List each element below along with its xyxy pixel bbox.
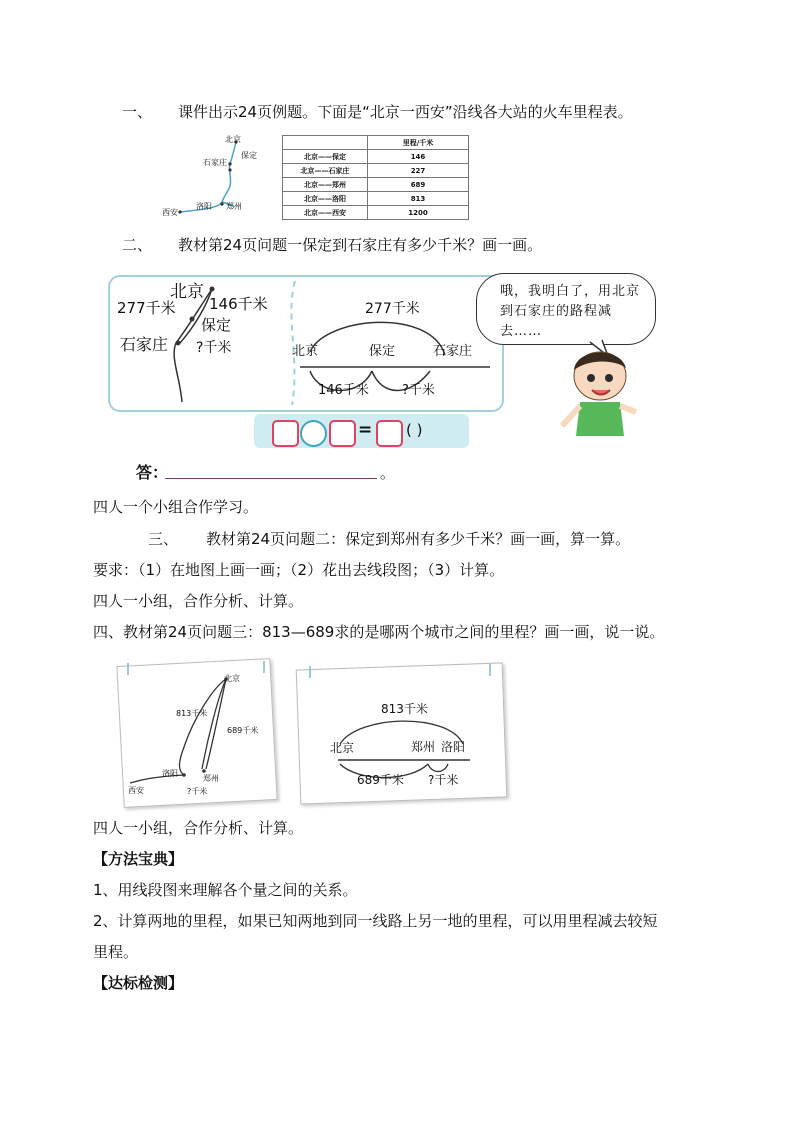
unit-parentheses: ( ) [406, 421, 423, 439]
table-header-empty [283, 136, 368, 150]
panel-dot-baoding [190, 317, 195, 322]
boy-illustration [560, 342, 640, 440]
answer-line[interactable] [165, 478, 377, 479]
table-cell-route: 北京——洛阳 [283, 192, 368, 206]
equals-sign: = [358, 420, 373, 440]
paper2-q: ?千米 [428, 773, 459, 787]
paper1-xian: 西安 [128, 786, 144, 795]
section-3-text: 教材第24页问题二：保定到郑州有多少千米？画一画，算一算。 [206, 530, 631, 548]
panel-dot-beijing [210, 287, 215, 292]
method-title: 【方法宝典】 [93, 850, 184, 868]
table-cell-route: 北京——郑州 [283, 178, 368, 192]
equation-box-result[interactable] [376, 420, 403, 447]
segment-label-baoding: 保定 [369, 344, 396, 359]
map1-xian: 西安 [162, 208, 178, 217]
table-row [283, 192, 469, 206]
section-1-number: 一、 [122, 103, 153, 121]
table-header-km: 里程/千米 [368, 136, 469, 150]
station-dot-shijiazhuang [228, 168, 231, 171]
map1-zhengzhou: 郑州 [226, 202, 242, 211]
equation-operator-circle[interactable] [300, 420, 327, 447]
segment-label-146: 146千米 [318, 383, 369, 398]
section-2-text: 教材第24页问题一保定到石家庄有多少千米？画一画。 [178, 236, 543, 254]
paper2-689: 689千米 [357, 773, 404, 787]
segment-label-shijiazhuang: 石家庄 [433, 344, 473, 359]
table-cell-km: 146 [368, 150, 469, 164]
panel-dot-shijiazhuang [176, 341, 181, 346]
equation-box-2[interactable] [329, 420, 356, 447]
method-item-2-line-1: 2、计算两地的里程，如果已知两地到同一线路上另一地的里程，可以用里程减去较短 [93, 912, 658, 930]
panel-map-beijing: 北京 [170, 282, 204, 302]
paper2-beijing: 北京 [330, 741, 355, 755]
panel-map-146: 146千米 [209, 295, 268, 313]
station-dot-xian [178, 210, 181, 213]
paper2-zhengzhou: 郑州 [411, 740, 436, 754]
segment-label-q: ?千米 [402, 383, 435, 398]
test-title: 【达标检测】 [93, 974, 184, 992]
map1-baoding: 保定 [241, 151, 257, 160]
method-item-1: 1、用线段图来理解各个量之间的关系。 [93, 881, 358, 899]
paper1-813: 813千米 [176, 709, 208, 718]
answer-end: 。 [380, 464, 396, 482]
table-row [283, 150, 469, 164]
method-item-2-line-2: 里程。 [93, 943, 139, 961]
panel-map-q: ?千米 [196, 340, 232, 356]
table-row [283, 206, 469, 220]
section-2-number: 二、 [122, 236, 153, 254]
paper1-luoyang: 洛阳 [162, 769, 178, 778]
table-cell-km: 1200 [368, 206, 469, 220]
table-cell-km: 813 [368, 192, 469, 206]
table-row [283, 164, 469, 178]
table-cell-route: 北京——石家庄 [283, 164, 368, 178]
bubble-text: 哦，我明白了，用北京到石家庄的路程减去…… [500, 284, 641, 339]
table-row [283, 178, 469, 192]
segment-label-beijing: 北京 [292, 344, 319, 359]
section-4-text: 四、教材第24页问题三：813—689求的是哪两个城市之间的里程？画一画，说一说。 [93, 623, 665, 641]
group-note-1: 四人一个小组合作学习。 [93, 498, 259, 516]
requirement-text: 要求：（1）在地图上画一画；（2）花出去线段图；（3）计算。 [93, 561, 505, 579]
table-header-row [283, 136, 469, 150]
paper1-beijing: 北京 [224, 674, 240, 683]
panel-map-shijiazhuang: 石家庄 [120, 335, 169, 354]
paper1-689: 689千米 [227, 726, 259, 735]
map1-luoyang: 洛阳 [196, 202, 212, 211]
station-dot-baoding [228, 162, 231, 165]
segment-label-277: 277千米 [365, 301, 420, 317]
section-1-text: 课件出示24页例题。下面是“北京一西安”沿线各大站的火车里程表。 [178, 103, 633, 121]
table-cell-route: 北京——保定 [283, 150, 368, 164]
table-cell-km: 227 [368, 164, 469, 178]
section-3-number: 三、 [148, 530, 179, 548]
paper1-zhengzhou: 郑州 [203, 774, 219, 783]
table-cell-km: 689 [368, 178, 469, 192]
map1-beijing: 北京 [225, 135, 241, 144]
group-note-3: 四人一小组，合作分析、计算。 [93, 819, 304, 837]
map1-shijiazhuang: 石家庄 [203, 158, 227, 167]
mileage-table [282, 135, 469, 220]
panel-map-baoding: 保定 [201, 316, 232, 334]
paper1-q: ?千米 [187, 787, 208, 796]
paper2-813: 813千米 [381, 702, 428, 716]
equation-box-1[interactable] [272, 420, 299, 447]
answer-label: 答： [136, 463, 169, 482]
paper2-luoyang: 洛阳 [441, 740, 466, 754]
panel-map-277: 277千米 [117, 299, 176, 317]
station-dot-luoyang [220, 202, 223, 205]
table-cell-route: 北京——西安 [283, 206, 368, 220]
group-note-2: 四人一小组，合作分析、计算。 [93, 592, 304, 610]
